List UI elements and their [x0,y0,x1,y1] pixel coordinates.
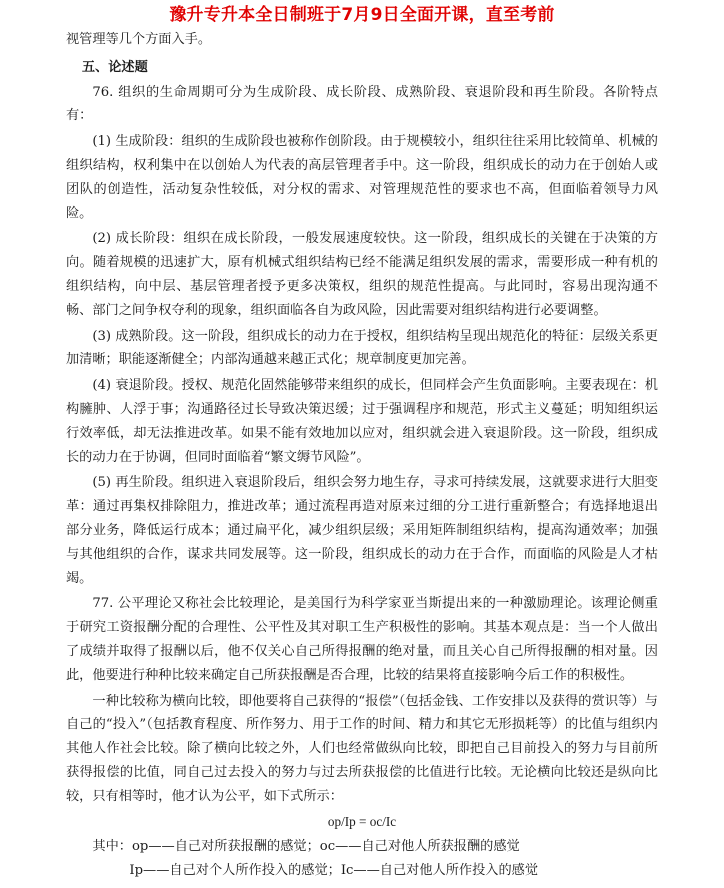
promo-banner: 豫升专升本全日制班于7月9日全面开课，直至考前 [169,5,555,25]
formula-definition-1: 其中：op——自己对所获报酬的感觉；oc——自己对他人所获报酬的感觉 [92,839,520,855]
q76-stem: 76. 组织的生命周期可分为生成阶段、成长阶段、成熟阶段、衰退阶段和再生阶段。各阶特点有： [66,84,658,124]
q76-stage-4: (4) 衰退阶段。授权、规范化固然能够带来组织的成长，但同样会产生负面影响。主要表现在：机构臃肿、人浮于事；沟通路径过长导致决策迟缓；过于强调程序和规范，形式主义蔓延；明知组织运行效率低，却无法推进改革。如果不能有效地加以应对，组织就会进入衰退阶段。这一阶段，组织成长的动力在于协调，但同时面临着“繁文缛节风险”。 [66,378,658,465]
section-title: 五、论述题 [81,59,148,75]
intro-tail: 视管理等几个方面入手。 [66,32,212,47]
q76-stage-3: (3) 成熟阶段。这一阶段，组织成长的动力在于授权，组织结构呈现出规范化的特征：层级关系更加清晰；职能逐渐健全；内部沟通越来越正式化；规章制度更加完善。 [66,328,658,368]
q77-paragraph-2: 一种比较称为横向比较，即他要将自己获得的“报偿”（包括金钱、工作安排以及获得的赏识等）与自己的“投入”（包括教育程度、所作努力、用于工作的时间、精力和其它无形损耗等）的比值与组织内其他人作社会比较。除了横向比较之外，人们也经常做纵向比较，即把自己目前投入的努力与目前所获得报偿的比值，同自己过去投入的努力与过去所获报偿的比值进行比较。无论横向比较还是纵向比较，只有相等时，他才认为公平，如下式所示： [66,693,658,804]
q77-paragraph-1: 77. 公平理论又称社会比较理论，是美国行为科学家亚当斯提出来的一种激励理论。该理论侧重于研究工资报酬分配的合理性、公平性及其对职工生产积极性的影响。其基本观点是：当一个人做出了成绩并取得了报酬以后，他不仅关心自己所得报酬的绝对量，而且关心自己所得报酬的相对量。因此，他要进行种种比较来确定自己所获报酬是否合理，比较的结果将直接影响今后工作的积极性。 [66,596,658,683]
formula-definition-2: Ip——自己对个人所作投入的感觉；Ic——自己对他人所作投入的感觉 [129,863,539,879]
q76-stage-5: (5) 再生阶段。组织进入衰退阶段后，组织会努力地生存，寻求可持续发展，这就要求进行大胆变革：通过再集权排除阻力，推进改革；通过流程再造对原来过细的分工进行重新整合；有选择地退出部分业务，降低运行成本；通过扁平化，减少组织层级；采用矩阵制组织结构，提高沟通效率；加强与其他组织的合作，谋求共同发展等。这一阶段，组织成长的动力在于合作，而面临的风险是人才枯竭。 [66,475,658,586]
q76-stage-2: (2) 成长阶段：组织在成长阶段，一般发展速度较快。这一阶段，组织成长的关键在于决策的方向。随着规模的迅速扩大，原有机械式组织结构已经不能满足组织发展的需求，需要形成一种有机的组织结构，向中层、基层管理者授予更多决策权，组织的规范性提高。与此同时，容易出现沟通不畅、部门之间争权夺利的现象，组织面临各自为政风险，因此需要对组织结构进行必要调整。 [66,231,658,318]
equity-formula: op/Ip = oc/Ic [327,813,397,829]
document-body [66,28,658,883]
q76-stage-1: (1) 生成阶段：组织的生成阶段也被称作创阶段。由于规模较小，组织往往采用比较简单、机械的组织结构，权利集中在以创始人为代表的高层管理者手中。这一阶段，组织成长的动力在于创始人或团队的创造性，活动复杂性较低，对分权的需求、对管理规范性的要求也不高，但面临着领导力风险。 [66,134,658,221]
